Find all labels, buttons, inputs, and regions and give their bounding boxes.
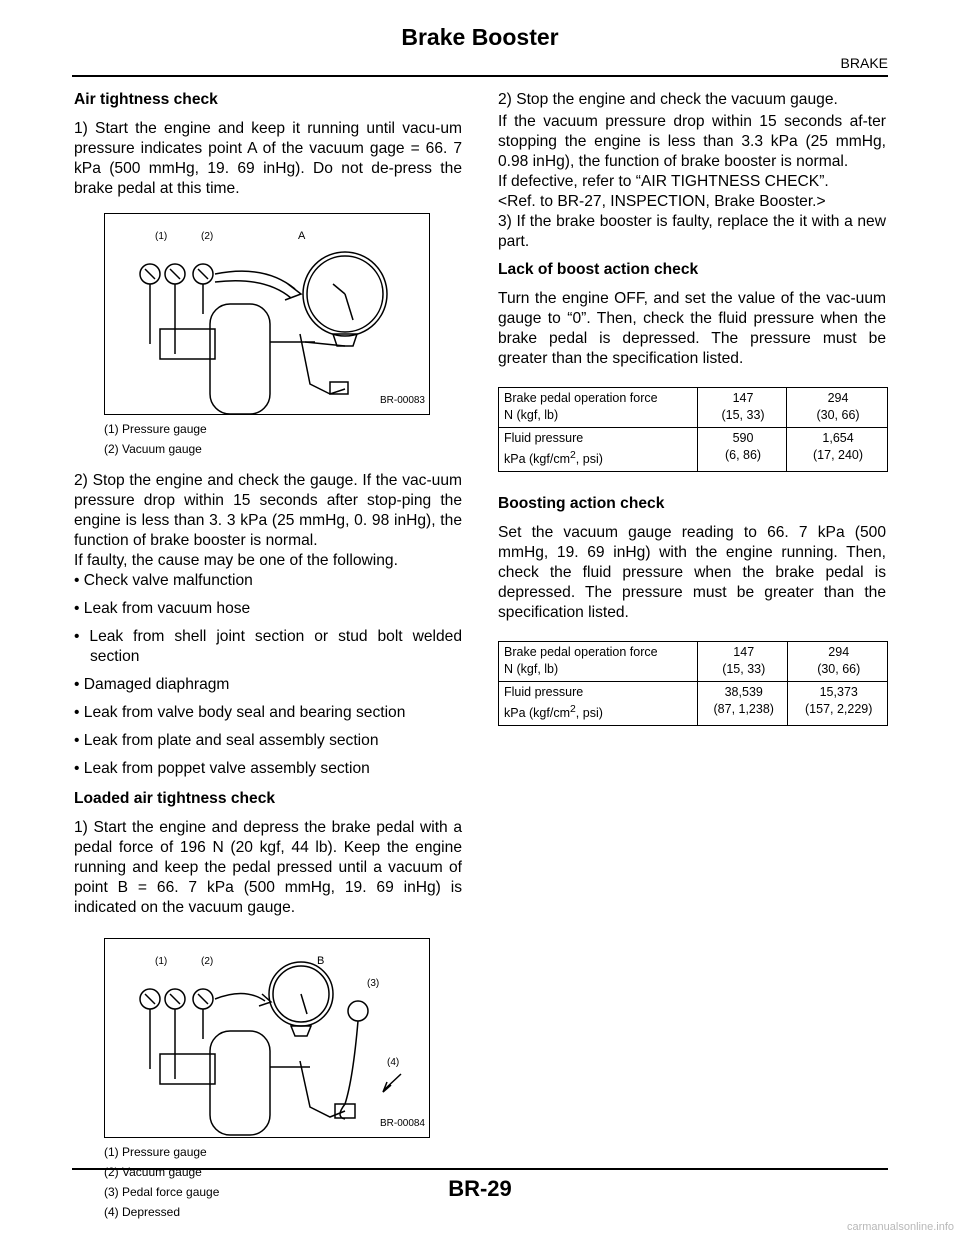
legend-item: (2) Vacuum gauge [104,1165,202,1179]
bullet-item: • Damaged diaphragm [74,676,230,693]
fig1-label-2: (2) [201,231,214,242]
table-row [499,428,888,472]
table-cell: Fluid pressure kPa ($kgf/cm^2$, psi) [499,428,698,472]
defective-text: If defective, refer to “AIR TIGHTNESS CHECK”. [498,173,829,190]
table-cell: 294 (30, 66) [787,388,888,428]
reference-link[interactable]: <Ref. to BR-27, INSPECTION, Brake Booster.> [498,193,826,210]
bullet-item: • Leak from plate and seal assembly section [74,732,379,749]
table-cell: Brake pedal operation force N (kgf, lb) [499,388,698,428]
figure-code-1: BR-00083 [379,395,425,406]
loaded-step-2: 2) Stop the engine and check the vacuum gauge. [498,91,838,108]
loaded-heading: Loaded air tightness check [74,790,276,807]
watermark: carmanualsonline.info [846,1221,954,1233]
header-rule [72,75,888,77]
boost-text: Set the vacuum gauge reading to 66. 7 kPa (500 mmHg, 19. 69 inHg) with the engine running. Then, check the fluid pressure when the brake pedal is depressed. The pressure must be greater than the specification listed. [498,524,886,622]
figure-code-2: BR-00084 [379,1118,425,1129]
table-cell: 294 (30, 66) [788,642,888,682]
bullet-item: • Leak from valve body seal and bearing section [74,704,406,721]
table-cell: 15,373 (157, 2,229) [788,682,888,726]
faulty-intro: If faulty, the cause may be one of the following. [74,552,398,569]
page-title: Brake Booster [401,24,559,50]
right-column [498,90,886,740]
legend-item: (1) Pressure gauge [104,1145,207,1159]
table-cell: 147 (15, 33) [698,642,788,682]
legend-item: (3) Pedal force gauge [104,1185,220,1199]
lack-heading: Lack of boost action check [498,261,699,278]
spec-table-boost [498,641,888,726]
table-cell: 1,654 (17, 240) [787,428,888,472]
legend-item: (1) Pressure gauge [104,422,207,436]
table-cell: Brake pedal operation force N (kgf, lb) [499,642,698,682]
bullet-item: • Leak from poppet valve assembly section [74,760,370,777]
boost-heading: Boosting action check [498,495,665,513]
spec-table-lack [498,387,888,472]
figure-br-00084 [104,938,430,1138]
legend-item: (4) Depressed [104,1205,181,1219]
fig1-label-1: (1) [155,231,168,242]
air-step-2: 2) Stop the engine and check the gauge. If the vac-uum pressure drop within 15 seconds after stop-ping the engine is less than 3. 3 kPa (25 mmHg, 0. 98 inHg), the function of brake booster is normal. [74,472,462,549]
table-cell: 590 (6, 86) [698,428,787,472]
figure-1-legend [104,419,462,459]
loaded-step-1: 1) Start the engine and depress the brake pedal with a pedal force of 196 N (20 kgf, 44 lb). Keep the engine running and keep the pedal pressed until a vacuum of point B = 66. 7 kPa (500 mmHg, 19. 69 inHg) is indicated on the vacuum gauge. [74,819,462,916]
fig2-label-1: (1) [155,956,168,967]
fig2-label-4: (4) [387,1057,400,1068]
air-tightness-heading: Air tightness check [74,91,218,108]
brake-booster-diagram-1 [105,214,429,414]
bullet-item: • Check valve malfunction [74,572,253,589]
figure-br-00083 [104,213,430,415]
brake-booster-diagram-2 [105,939,429,1137]
left-column [74,90,462,1234]
bullet-item: • Leak from vacuum hose [74,600,251,617]
fig2-label-b: B [317,955,325,967]
table-row [499,642,888,682]
page-number: BR-29 [448,1176,512,1201]
footer-rule [72,1168,888,1170]
table-cell: 147 (15, 33) [698,388,787,428]
legend-item: (2) Vacuum gauge [104,442,202,456]
table-row [499,388,888,428]
fig2-label-3: (3) [367,978,380,989]
fig1-label-a: A [298,230,306,242]
table-cell: 38,539 (87, 1,238) [698,682,788,726]
loaded-step-3: 3) If the brake booster is faulty, replace the it with a new part. [498,213,886,250]
section-label: BRAKE [840,55,888,71]
table-row [499,682,888,726]
lack-text: Turn the engine OFF, and set the value of the vac-uum gauge to “0”. Then, check the fluid pressure when the brake pedal is depressed. The pressure must be greater than the specification listed. [498,290,886,367]
air-step-1: 1) Start the engine and keep it running until vacu-um pressure indicates point A of the vacuum gage = 66. 7 kPa (500 mmHg, 19. 69 inHg). Do not de-press the brake pedal at this time. [74,120,462,197]
table-cell: Fluid pressure kPa ($kgf/cm^2$, psi) [499,682,698,726]
fig2-label-2: (2) [201,956,214,967]
loaded-line-2: If the vacuum pressure drop within 15 seconds af-ter stopping the engine is less than 3.3 kPa (25 mmHg, 0.98 inHg), the function of brake booster is normal. [498,113,886,170]
bullet-item: • Leak from shell joint section or stud bolt welded section [74,628,462,665]
